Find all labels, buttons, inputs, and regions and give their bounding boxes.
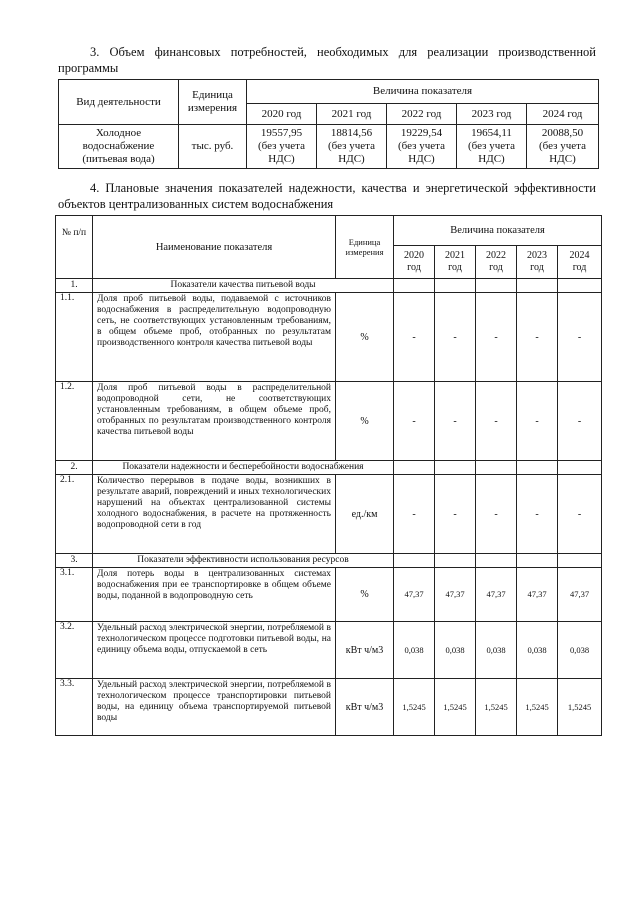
col-header-name: Наименование показателя	[93, 216, 336, 279]
value-cell: 19654,11 (без учета НДС)	[457, 125, 527, 169]
row-number: 1.2.	[56, 382, 93, 461]
value-cell: -	[517, 382, 558, 461]
unit-cell: кВт ч/м3	[336, 679, 394, 736]
table-row	[56, 382, 602, 461]
section-row	[56, 461, 602, 475]
table-row	[56, 475, 602, 554]
indicator-name: Количество перерывов в подаче воды, возникших в результате аварий, повреждений и иных технологических нарушений на объектах централизованной системы холодного водоснабжения, в расчете на протяженность водопроводной сети в год	[93, 475, 336, 554]
value-cell: 1,5245	[394, 679, 435, 736]
section-title: Показатели эффективности использования ресурсов	[93, 554, 394, 568]
table-row	[56, 568, 602, 622]
value-cell: -	[394, 475, 435, 554]
table-row	[56, 679, 602, 736]
section-number: 3.	[56, 554, 93, 568]
year-header: 2023 год	[517, 246, 558, 279]
value-cell: -	[435, 382, 476, 461]
activity-cell: Холодное водоснабжение (питьевая вода)	[59, 125, 179, 169]
indicator-name: Удельный расход электрической энергии, потребляемой в технологическом процессе подготовки питьевой воды, на единицу объема воды, отпускаемой в сеть	[93, 622, 336, 679]
value-cell: -	[476, 475, 517, 554]
unit-cell: %	[336, 382, 394, 461]
value-cell: 1,5245	[517, 679, 558, 736]
col-header-unit: Единица измерения	[336, 216, 394, 279]
section-3-heading: 3. Объем финансовых потребностей, необходимых для реализации производственной программы	[58, 45, 596, 75]
value-cell: 47,37	[558, 568, 602, 622]
value-cell: 1,5245	[476, 679, 517, 736]
col-header-activity: Вид деятельности	[59, 80, 179, 125]
col-header-unit: Единица измерения	[179, 80, 247, 125]
unit-cell: %	[336, 293, 394, 382]
section-number: 1.	[56, 279, 93, 293]
table-row	[56, 622, 602, 679]
value-cell: 18814,56 (без учета НДС)	[317, 125, 387, 169]
row-number: 3.3.	[56, 679, 93, 736]
section-title: Показатели надежности и бесперебойности водоснабжения	[93, 461, 394, 475]
value-cell: 1,5245	[435, 679, 476, 736]
value-cell: -	[476, 382, 517, 461]
section-4-heading: 4. Плановые значения показателей надежности, качества и энергетической эффективности объектов централизованных систем водоснабжения	[58, 181, 596, 211]
value-cell: 47,37	[517, 568, 558, 622]
section-title: Показатели качества питьевой воды	[93, 279, 394, 293]
indicator-name: Доля проб питьевой воды в распределительной водопроводной сети, не соответствующих установленным требованиям, в общем объеме проб, отобранных по результатам производственного контроля качества питьевой воды	[93, 382, 336, 461]
col-header-num: № п/п	[56, 216, 93, 279]
value-cell: -	[517, 475, 558, 554]
value-cell: -	[394, 293, 435, 382]
year-header: 2022 год	[476, 246, 517, 279]
value-cell: -	[558, 382, 602, 461]
year-header: 2021 год	[435, 246, 476, 279]
year-header: 2020 год	[247, 104, 317, 125]
unit-cell: %	[336, 568, 394, 622]
value-cell: -	[558, 475, 602, 554]
year-header: 2021 год	[317, 104, 387, 125]
value-cell: 0,038	[558, 622, 602, 679]
indicators-table	[55, 215, 602, 736]
section-row	[56, 279, 602, 293]
table-row	[59, 125, 599, 169]
year-header: 2022 год	[387, 104, 457, 125]
value-cell: 47,37	[435, 568, 476, 622]
row-number: 2.1.	[56, 475, 93, 554]
section-row	[56, 554, 602, 568]
indicator-name: Удельный расход электрической энергии, потребляемой в технологическом процессе транспортировки питьевой воды, на единицу объема транспортируемой питьевой воды	[93, 679, 336, 736]
value-cell: 47,37	[394, 568, 435, 622]
value-cell: -	[435, 293, 476, 382]
unit-cell: тыс. руб.	[179, 125, 247, 169]
value-cell: -	[476, 293, 517, 382]
value-cell: -	[435, 475, 476, 554]
value-cell: 0,038	[476, 622, 517, 679]
value-cell: 20088,50 (без учета НДС)	[527, 125, 599, 169]
value-cell: 0,038	[517, 622, 558, 679]
table-row	[56, 293, 602, 382]
col-header-value: Величина показателя	[247, 80, 599, 104]
unit-cell: кВт ч/м3	[336, 622, 394, 679]
value-cell: 1,5245	[558, 679, 602, 736]
section-number: 2.	[56, 461, 93, 475]
year-header: 2023 год	[457, 104, 527, 125]
financial-needs-table	[58, 79, 599, 169]
value-cell: 19557,95 (без учета НДС)	[247, 125, 317, 169]
unit-cell: ед./км	[336, 475, 394, 554]
indicator-name: Доля проб питьевой воды, подаваемой с источников водоснабжения в распределительную водопроводную сеть, не соответствующих установленным требованиям, в общем объеме проб, отобранных по результатам производственного контроля качества питьевой воды	[93, 293, 336, 382]
col-header-value: Величина показателя	[394, 216, 602, 246]
row-number: 3.1.	[56, 568, 93, 622]
value-cell: 0,038	[435, 622, 476, 679]
row-number: 3.2.	[56, 622, 93, 679]
value-cell: -	[517, 293, 558, 382]
year-header: 2020 год	[394, 246, 435, 279]
value-cell: 47,37	[476, 568, 517, 622]
row-number: 1.1.	[56, 293, 93, 382]
value-cell: 0,038	[394, 622, 435, 679]
value-cell: -	[394, 382, 435, 461]
year-header: 2024 год	[527, 104, 599, 125]
value-cell: 19229,54 (без учета НДС)	[387, 125, 457, 169]
indicator-name: Доля потерь воды в централизованных системах водоснабжения при ее транспортировке в общем объеме воды, поданной в водопроводную сеть	[93, 568, 336, 622]
year-header: 2024 год	[558, 246, 602, 279]
value-cell: -	[558, 293, 602, 382]
